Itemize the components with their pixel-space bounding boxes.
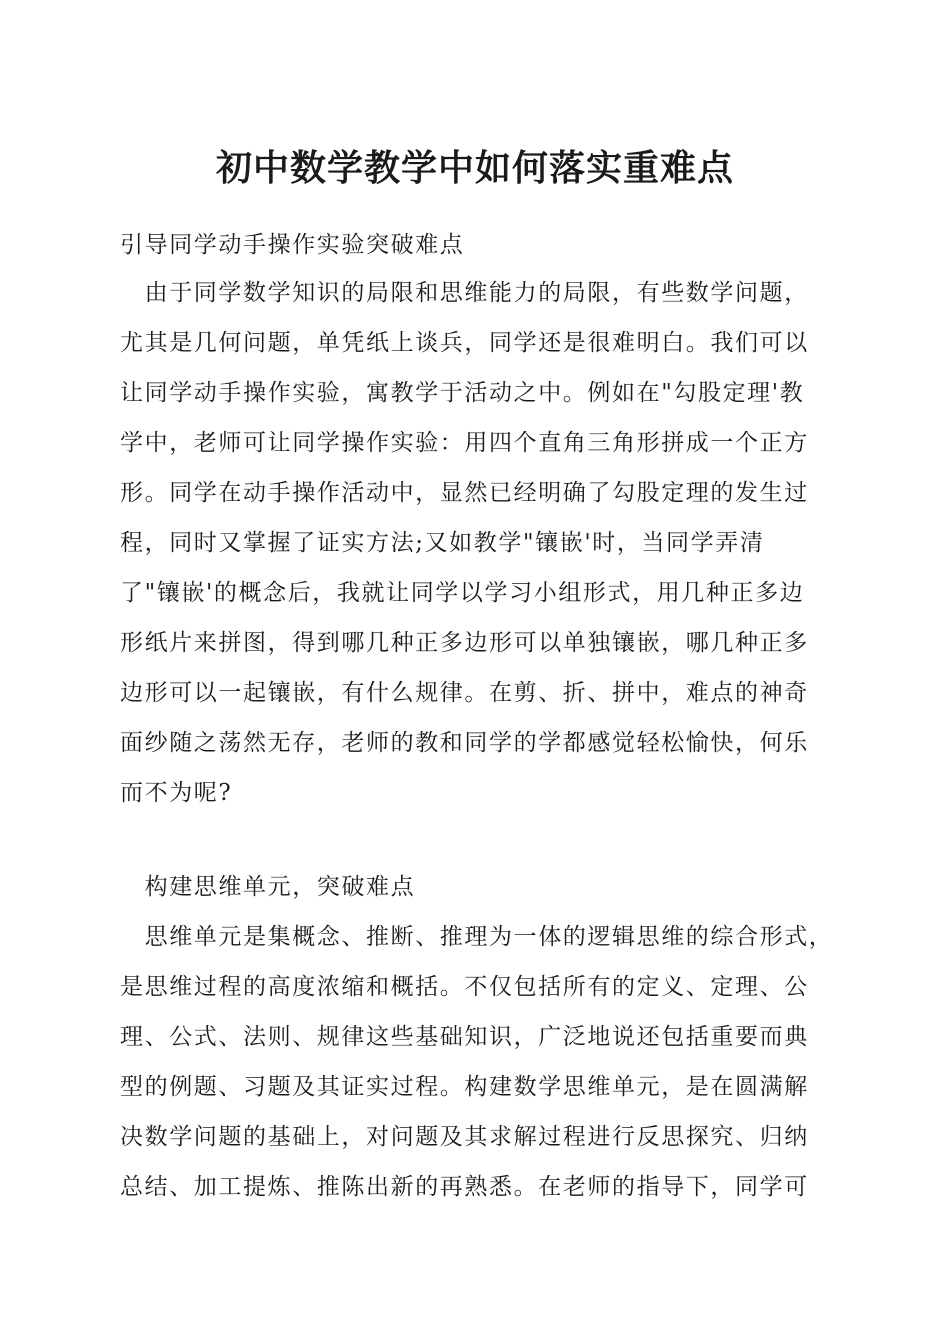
paragraph-line: 面纱随之荡然无存，老师的教和同学的学都感觉轻松愉快，何乐 [120,730,809,756]
paragraph-line: 学中，老师可让同学操作实验：用四个直角三角形拼成一个正方 [120,430,809,456]
paragraph-line: 决数学问题的基础上，对问题及其求解过程进行反思探究、归纳 [120,1124,809,1150]
paragraph-line: 边形可以一起镶嵌，有什么规律。在剪、折、拼中，难点的神奇 [120,680,809,706]
paragraph-line: 是思维过程的高度浓缩和概括。不仅包括所有的定义、定理、公 [120,974,809,1000]
section-2-heading: 构建思维单元，突破难点 [120,874,416,900]
section-1-paragraph [120,268,840,818]
paragraph-line: 程，同时又掌握了证实方法;又如教学"镶嵌'时，当同学弄清 [120,530,765,556]
paragraph-line: 总结、加工提炼、推陈出新的再熟悉。在老师的指导下，同学可 [120,1174,809,1200]
document-title: 初中数学教学中如何落实重难点 [215,147,734,189]
paragraph-line: 理、公式、法则、规律这些基础知识，广泛地说还包括重要而典 [120,1024,809,1050]
section-2-paragraph [120,912,840,1212]
paragraph-line: 而不为呢? [120,780,233,806]
section-1-heading: 引导同学动手操作实验突破难点 [120,232,465,258]
paragraph-line: 由于同学数学知识的局限和思维能力的局限，有些数学问题， [120,280,809,306]
paragraph-line: 型的例题、习题及其证实过程。构建数学思维单元，是在圆满解 [120,1074,809,1100]
paragraph-line: 形。同学在动手操作活动中，显然已经明确了勾股定理的发生过 [120,480,809,506]
paragraph-line: 尤其是几何问题，单凭纸上谈兵，同学还是很难明白。我们可以 [120,330,809,356]
paragraph-line: 让同学动手操作实验，寓教学于活动之中。例如在"勾股定理'教 [120,380,805,406]
paragraph-line: 形纸片来拼图，得到哪几种正多边形可以单独镶嵌，哪几种正多 [120,630,809,656]
paragraph-line: 思维单元是集概念、推断、推理为一体的逻辑思维的综合形式， [120,924,834,950]
paragraph-line: 了"镶嵌'的概念后，我就让同学以学习小组形式，用几种正多边 [120,580,805,606]
